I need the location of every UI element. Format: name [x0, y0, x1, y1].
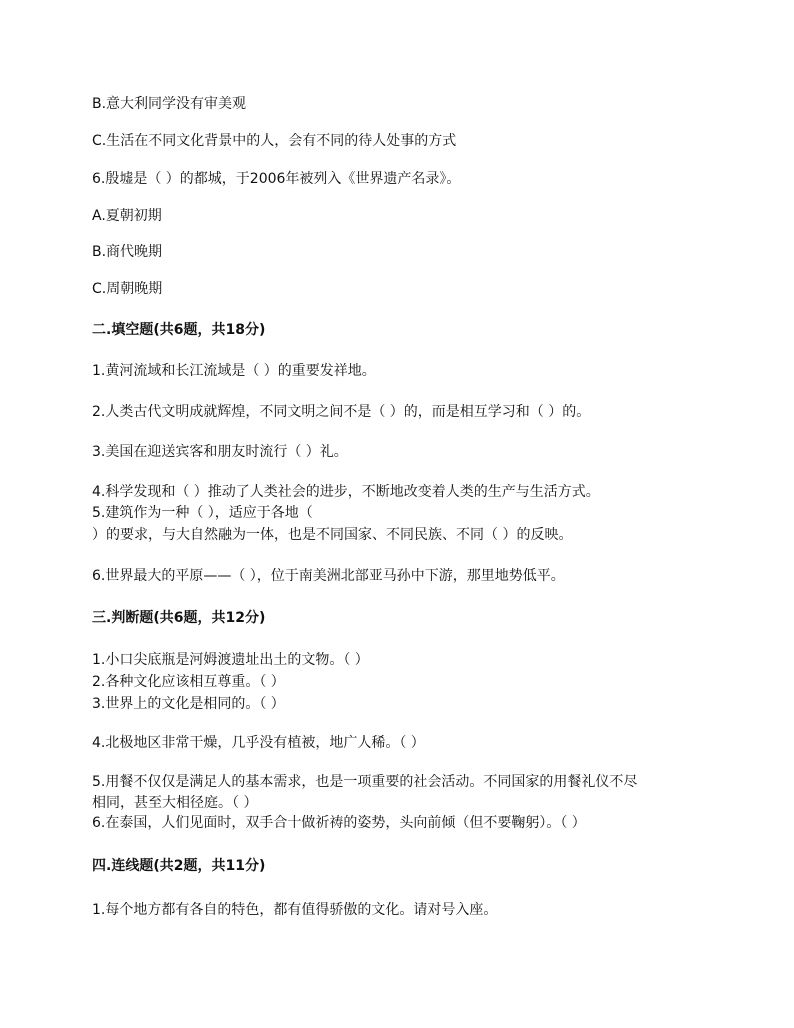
judge-item-4: 4.北极地区非常干燥，几乎没有植被，地广人稀。（ ）: [92, 735, 425, 751]
judge-item-5: 5.用餐不仅仅是满足人的基本需求，也是一项重要的社会活动。不同国家的用餐礼仪不尽: [92, 774, 638, 790]
question-6-stem: 6.殷墟是（ ）的都城，于2006年被列入《世界遗产名录》。: [92, 171, 461, 187]
section-4-heading: 四.连线题(共2题，共11分): [92, 858, 266, 874]
fill-item-5-continued: ）的要求，与大自然融为一体，也是不同国家、不同民族、不同（ ）的反映。: [92, 527, 573, 543]
question-6-option-a: A.夏朝初期: [92, 208, 162, 224]
fill-item-3: 3.美国在迎送宾客和朋友时流行（ ）礼。: [92, 444, 348, 460]
fill-item-4: 4.科学发现和（ ）推动了人类社会的进步，不断地改变着人类的生产与生活方式。: [92, 484, 600, 500]
judge-item-5-continued: 相同，甚至大相径庭。（ ）: [92, 795, 258, 811]
question-6-option-c: C.周朝晚期: [92, 281, 163, 297]
prev-option-b: B.意大利同学没有审美观: [92, 96, 247, 112]
fill-item-2: 2.人类古代文明成就辉煌，不同文明之间不是（ ）的，而是相互学习和（ ）的。: [92, 404, 591, 420]
judge-item-3: 3.世界上的文化是相同的。（ ）: [92, 696, 285, 712]
judge-item-6: 6.在泰国，人们见面时，双手合十做祈祷的姿势，头向前倾（但不要鞠躬）。（ ）: [92, 815, 586, 831]
fill-item-1: 1.黄河流域和长江流域是（ ）的重要发祥地。: [92, 363, 376, 379]
question-6-option-b: B.商代晚期: [92, 244, 163, 260]
section-2-heading: 二.填空题(共6题，共18分): [92, 322, 266, 338]
fill-item-6: 6.世界最大的平原——（ ），位于南美洲北部亚马孙中下游，那里地势低平。: [92, 568, 565, 584]
fill-item-5: 5.建筑作为一种（ ），适应于各地（: [92, 505, 313, 521]
match-item-1: 1.每个地方都有各自的特色，都有值得骄傲的文化。请对号入座。: [92, 902, 498, 918]
section-3-heading: 三.判断题(共6题，共12分): [92, 610, 266, 626]
judge-item-2: 2.各种文化应该相互尊重。（ ）: [92, 674, 285, 690]
prev-option-c: C.生活在不同文化背景中的人，会有不同的待人处事的方式: [92, 133, 457, 149]
judge-item-1: 1.小口尖底瓶是河姆渡遗址出土的文物。（ ）: [92, 652, 369, 668]
